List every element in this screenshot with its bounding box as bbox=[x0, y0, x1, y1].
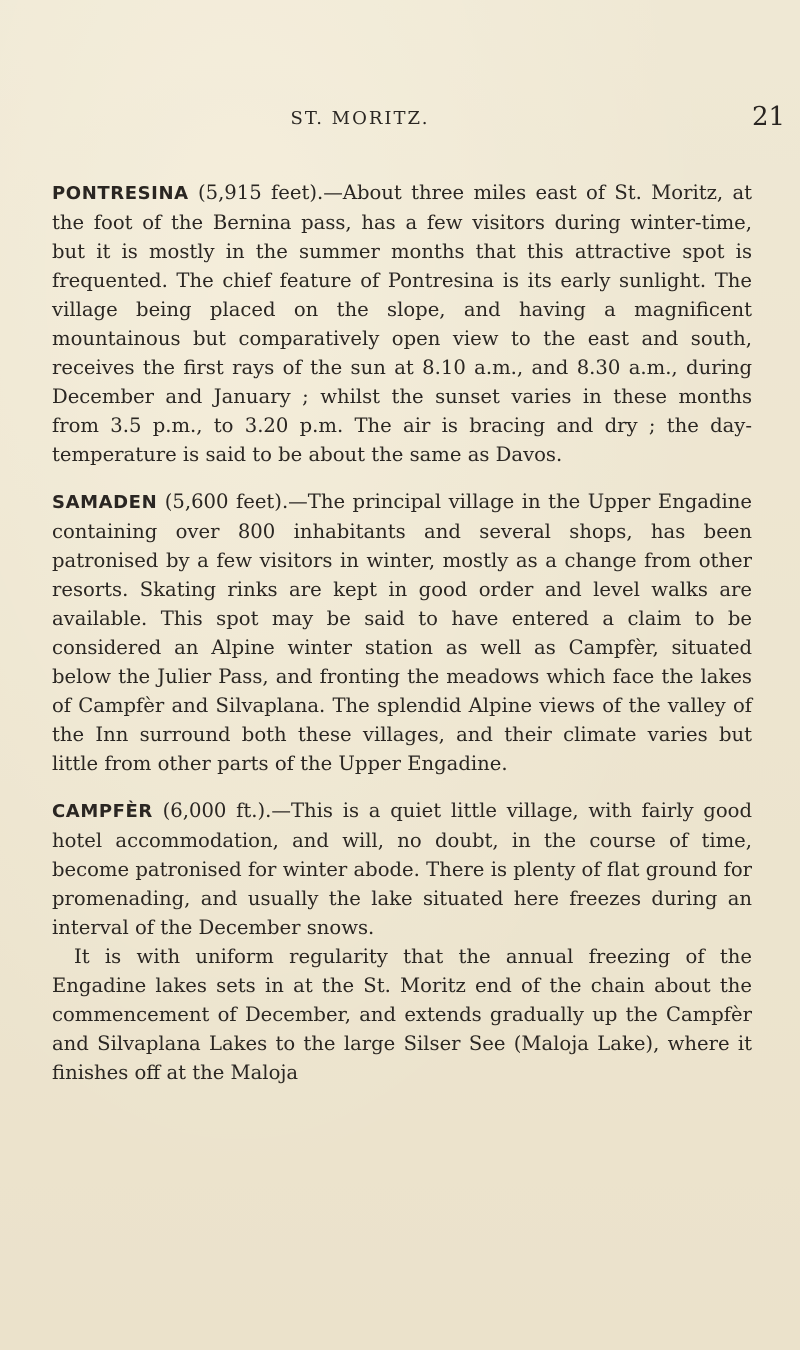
continuation-paragraph: It is with uniform regularity that the annual freezing of the Engadine lakes sets in at the St. Moritz end of the chain about the commencement of December, and extends gradually up the Campfèr and Silvaplana Lakes to the large Silser See (Maloja Lake), where it finishes off at the Maloja bbox=[52, 945, 752, 1084]
entry-samaden bbox=[52, 487, 752, 778]
page-number: 21 bbox=[752, 102, 786, 132]
body-text bbox=[52, 178, 752, 1087]
place-heading: CAMPFÈR bbox=[52, 801, 153, 822]
entry-pontresina bbox=[52, 178, 752, 469]
entry-campfer bbox=[52, 796, 752, 942]
place-heading: PONTRESINA bbox=[52, 183, 189, 204]
entry-text: (5,915 feet).—About three miles east of St. Moritz, at the foot of the Bernina pass, has a few visitors during winter-time, but it is mostly in the summer months that this attractive spot is frequented. The chief feature of Pontresina is its early sunlight. The village being placed on the slope, and having a magnificent mountainous but comparatively open view to the east and south, receives the first rays of the sun at 8.10 a.m., and 8.30 a.m., during December and January ; whilst the sunset varies in these months from 3.5 p.m., to 3.20 p.m. The air is bracing and dry ; the day-temperature is said to be about the same as Davos. bbox=[52, 181, 752, 466]
place-heading: SAMADEN bbox=[52, 492, 158, 513]
entry-text: (5,600 feet).—The principal village in the Upper Engadine containing over 800 inhabitants and several shops, has been patronised by a few visitors in winter, mostly as a change from other resorts. Skating rinks are kept in good order and level walks are available. This spot may be said to have entered a claim to be considered an Alpine winter station as well as Campfèr, situated below the Julier Pass, and fronting the meadows which face the lakes of Campfèr and Silvaplana. The splendid Alpine views of the valley of the Inn surround both these villages, and their climate varies but little from other parts of the Upper Engadine. bbox=[52, 490, 752, 775]
running-head: ST. MORITZ. bbox=[290, 108, 430, 129]
entry-text: (6,000 ft.).—This is a quiet little village, with fairly good hotel accommodation, and will, no doubt, in the course of time, become patronised for winter abode. There is plenty of flat ground for promenading, and usually the lake situated here freezes during an interval of the December snows. bbox=[52, 799, 752, 939]
